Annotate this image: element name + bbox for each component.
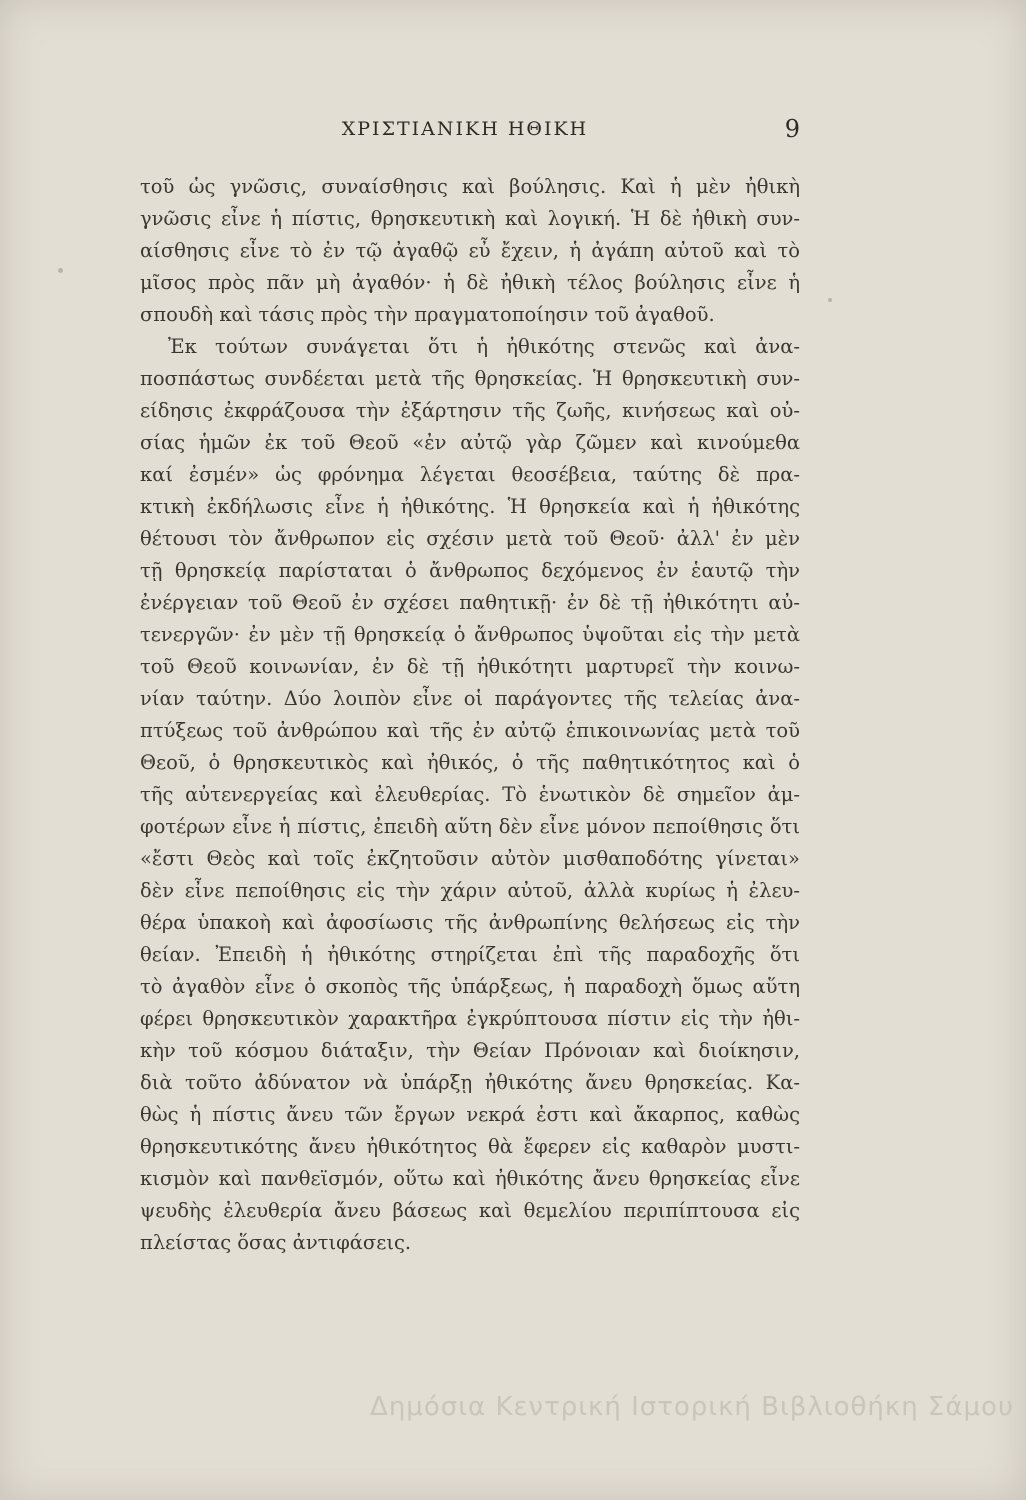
text-line: θέτουσι τὸν ἄνθρωπον εἰς σχέσιν μετὰ τοῦ Θεοῦ· ἀλλ' ἐν μὲν [140,527,800,550]
library-watermark: Δημόσια Κεντρική Ιστορική Βιβλιοθήκη Σάμου [370,1392,1014,1422]
text-line: ψευδὴς ἐλευθερία ἄνευ βάσεως καὶ θεμελίου περιπίπτουσα εἰς [140,1199,800,1222]
text-line: μῖσος πρὸς πᾶν μὴ ἀγαθόν· ἡ δὲ ἠθικὴ τέλος βούλησις εἶνε ἡ [140,271,800,294]
text-line: κτικὴ ἐκδήλωσις εἶνε ἡ ἠθικότης. Ἡ θρησκεία καὶ ἡ ἠθικότης [140,495,800,518]
text-line: φοτέρων εἶνε ἡ πίστις, ἐπειδὴ αὕτη δὲν εἶνε μόνον πεποίθησις ὅτι [140,815,800,838]
text-line: κισμὸν καὶ πανθεϊσμόν, οὕτω καὶ ἠθικότης ἄνευ θρησκείας εἶνε [140,1167,800,1190]
text-line: τοῦ ὡς γνῶσις, συναίσθησις καὶ βούλησις. Καὶ ἡ μὲν ἠθικὴ [140,175,800,198]
text-line: τενεργῶν· ἐν μὲν τῇ θρησκείᾳ ὁ ἄνθρωπος ὑψοῦται εἰς τὴν μετὰ [140,623,800,646]
text-line: «ἔστι Θεὸς καὶ τοῖς ἐκζητοῦσιν αὐτὸν μισθαποδότης γίνεται» [140,847,800,870]
text-line: σπουδὴ καὶ τάσις πρὸς τὴν πραγματοποίησιν τοῦ ἀγαθοῦ. [140,303,715,326]
page-header [130,115,800,154]
text-line: ποσπάστως συνδέεται μετὰ τῆς θρησκείας. Ἡ θρησκευτικὴ συν- [140,367,800,390]
page-number: 9 [784,115,800,143]
text-line: τοῦ Θεοῦ κοινωνίαν, ἐν δὲ τῇ ἠθικότητι μαρτυρεῖ τὴν κοινω- [140,655,800,678]
text-line: καί ἐσμέν» ὡς φρόνημα λέγεται θεοσέβεια, ταύτης δὲ πρα- [140,463,800,486]
text-line: νίαν ταύτην. Δύο λοιπὸν εἶνε οἱ παράγοντες τῆς τελείας ἀνα- [140,687,800,710]
text-line: φέρει θρησκευτικὸν χαρακτῆρα ἐγκρύπτουσα πίστιν εἰς τὴν ἠθι- [140,1007,800,1030]
text-line: θὼς ἡ πίστις ἄνευ τῶν ἔργων νεκρά ἐστι καὶ ἄκαρπος, καθὼς [140,1103,800,1126]
paper-spot [828,298,832,302]
text-line: τὸ ἀγαθὸν εἶνε ὁ σκοπὸς τῆς ὑπάρξεως, ἡ παραδοχὴ ὅμως αὕτη [140,975,800,998]
text-line: είδησις ἐκφράζουσα τὴν ἐξάρτησιν τῆς ζωῆς, κινήσεως καὶ οὐ- [140,399,800,422]
text-line: θέρα ὑπακοὴ καὶ ἀφοσίωσις τῆς ἀνθρωπίνης θελήσεως εἰς τὴν [140,911,800,934]
text-line: διὰ τοῦτο ἀδύνατον νὰ ὑπάρξῃ ἠθικότης ἄνευ θρησκείας. Κα- [140,1071,800,1094]
text-line: κὴν τοῦ κόσμου διάταξιν, τὴν Θείαν Πρόνοιαν καὶ διοίκησιν, [140,1039,800,1062]
text-line: δὲν εἶνε πεποίθησις εἰς τὴν χάριν αὐτοῦ, ἀλλὰ κυρίως ἡ ἐλευ- [140,879,800,902]
text-line: Θεοῦ, ὁ θρησκευτικὸς καὶ ἠθικός, ὁ τῆς παθητικότητος καὶ ὁ [140,751,800,774]
text-line: ἐνέργειαν τοῦ Θεοῦ ἐν σχέσει παθητικῇ· ἐν δὲ τῇ ἠθικότητι αὐ- [140,591,800,614]
text-line: θρησκευτικότης ἄνευ ἠθικότητος θὰ ἔφερεν εἰς καθαρὸν μυστι- [140,1135,800,1158]
text-line: αίσθησις εἶνε τὸ ἐν τῷ ἀγαθῷ εὖ ἔχειν, ἡ ἀγάπη αὐτοῦ καὶ τὸ [140,239,800,262]
text-line: τῇ θρησκείᾳ παρίσταται ὁ ἄνθρωπος δεχόμενος ἐν ἑαυτῷ τὴν [140,559,800,582]
text-line: γνῶσις εἶνε ἡ πίστις, θρησκευτικὴ καὶ λογική. Ἡ δὲ ἠθικὴ συν- [140,207,800,230]
text-line: πλείστας ὅσας ἀντιφάσεις. [140,1231,412,1254]
running-head: ΧΡΙΣΤΙΑΝΙΚΗ ΗΘΙΚΗ [341,118,589,140]
text-line: θείαν. Ἐπειδὴ ἡ ἠθικότης στηρίζεται ἐπὶ τῆς παραδοχῆς ὅτι [140,943,800,966]
text-line: τῆς αὐτενεργείας καὶ ἐλευθερίας. Τὸ ἑνωτικὸν δὲ σημεῖον ἀμ- [140,783,800,806]
text-line: σίας ἡμῶν ἐκ τοῦ Θεοῦ «ἐν αὐτῷ γὰρ ζῶμεν καὶ κινούμεθα [140,431,800,454]
body-text [140,171,800,1259]
text-line: πτύξεως τοῦ ἀνθρώπου καὶ τῆς ἐν αὐτῷ ἐπικοινωνίας μετὰ τοῦ [140,719,800,742]
paper-spot [58,268,63,273]
text-line: Ἐκ τούτων συνάγεται ὅτι ἡ ἠθικότης στενῶς καὶ ἀνα- [168,335,800,358]
